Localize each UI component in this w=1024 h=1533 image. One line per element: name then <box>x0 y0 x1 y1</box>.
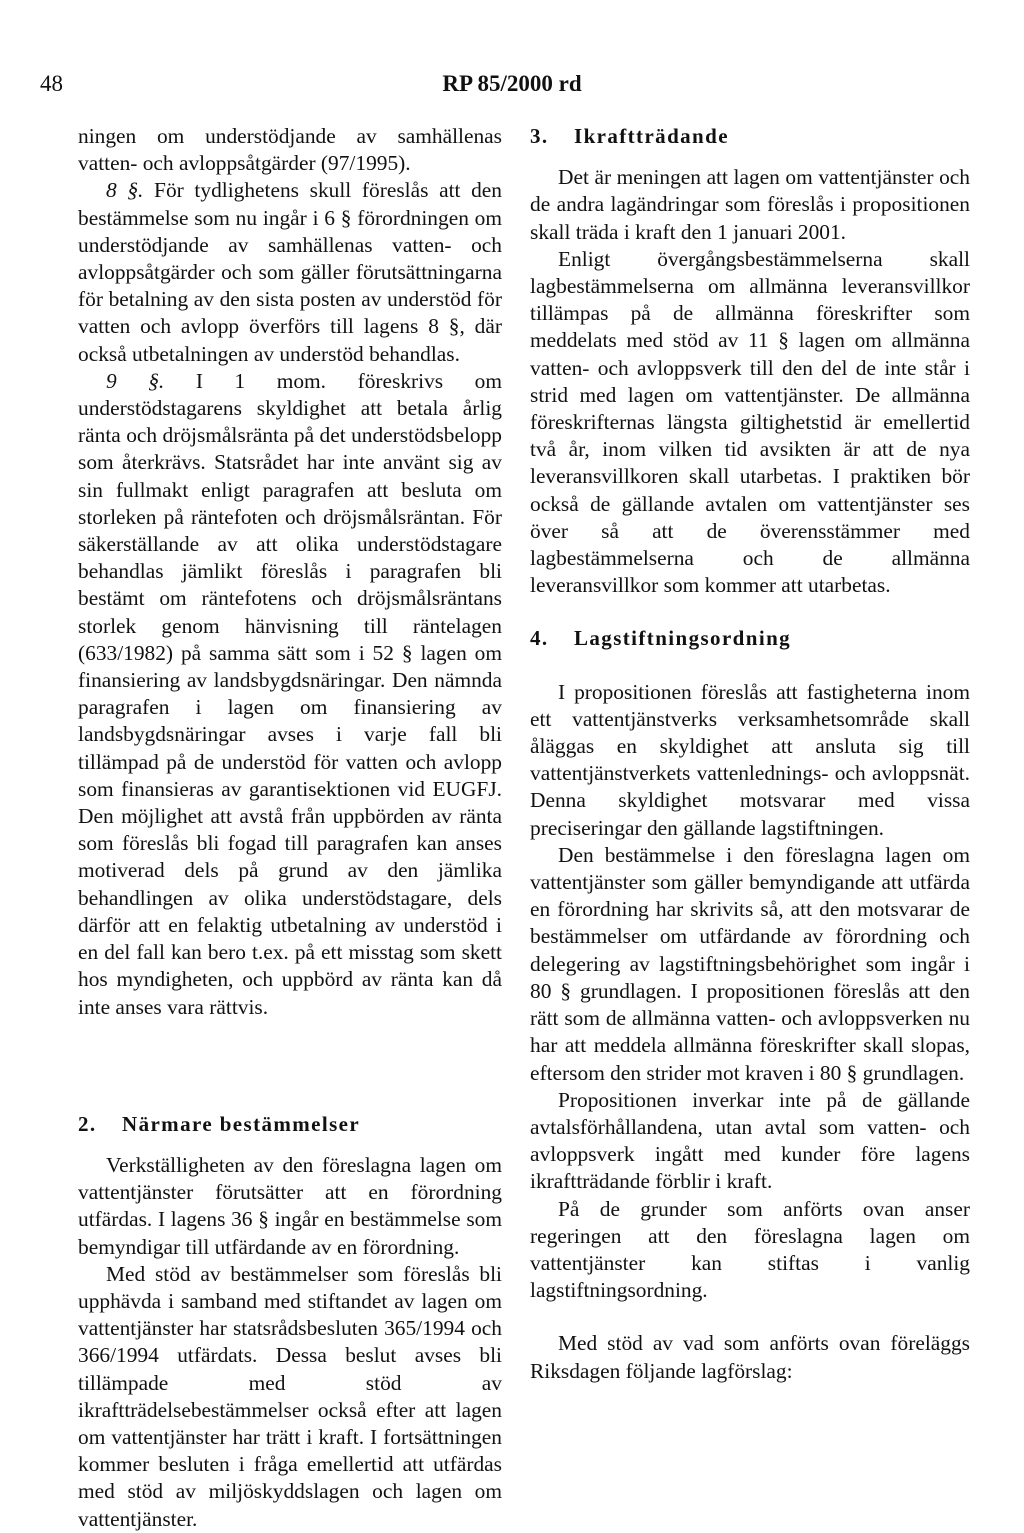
section-reference: 9 §. <box>106 368 165 393</box>
section-reference: 8 §. <box>106 178 144 203</box>
left-column <box>78 123 502 1533</box>
paragraph-9-section <box>78 368 502 1021</box>
paragraph-8-section <box>78 177 502 367</box>
paragraph: Med stöd av bestämmelser som föreslås bli upphävda i samband med stiftandet av lagen om vattentjänster har statsrådsbesluten 365/1994 och 366/1994 utfärdats. Dessa beslut avses bli tillämpade med stöd av ikraftträdelsebestämmelser också efter att lagen om vattentjänster har trätt i kraft. I fortsättningen kommer besluten i fråga emellertid att utfärdas med stöd av miljöskyddslagen och lagen om vattentjänster. <box>78 1261 502 1531</box>
section-title: Närmare bestämmelser <box>122 1111 361 1136</box>
paragraph: Det är meningen att lagen om vattentjänster och de andra lagändringar som föreslås i propositionen skall träda i kraft den 1 januari 2001. <box>530 165 970 244</box>
paragraph: På de grunder som anförts ovan anser regeringen att den föreslagna lagen om vattentjänster kan stiftas i vanlig lagstiftningsordning. <box>530 1196 970 1303</box>
paragraph: Propositionen inverkar inte på de gällande avtalsförhållandena, utan avtal som vatten- och avloppsverk ingått med kunder före lagens ikraftträdande förblir i kraft. <box>530 1087 970 1194</box>
section-title: Lagstiftningsordning <box>574 626 792 651</box>
paragraph: Den bestämmelse i den föreslagna lagen om vattentjänster som gäller bemyndigande att utfärda en förordning har skrivits så, att den motsvarar de bestämmelser om utfärdande av förordning och delegering av lagstiftningsbehörighet som ingår i 80 § grundlagen. I propositionen föreslås att den rätt som de allmänna vatten- och avloppsverken nu har att meddela allmänna föreskrifter skall slopas, eftersom den strider mot kraven i 80 § grundlagen. <box>530 842 970 1085</box>
paragraph: ningen om understödjande av samhällenas vatten- och avloppsåtgärder (97/1995). <box>78 124 502 176</box>
right-column <box>530 123 970 1385</box>
paragraph: Verkställigheten av den föreslagna lagen om vattentjänster förutsätter att en förordning utfärdas. I lagens 36 § ingår en bestämmelse som bemyndigar till utfärdande av en förordning. <box>78 1152 502 1259</box>
paragraph: Enligt övergångsbestämmelserna skall lagbestämmelserna om allmänna leveransvillkor tillämpas på de allmänna föreskrifter som meddelats med stöd av 11 § lagen om allmänna vatten- och avloppsverk till den del de inte står i strid med lagen om vattentjänster. De allmänna föreskrifternas längsta giltighetstid är emellertid två år, inom vilken tid avsikten är att de nya leveransvillkoren skall utarbetas. I praktiken bör också de gällande avtalen om vattentjänster ses över så att de överensstämmer med lagbestämmelserna och de allmänna leveransvillkor som kommer att utarbetas. <box>530 246 970 598</box>
paragraph-text: För tydlighetens skull föreslås att den bestämmelse som nu ingår i 6 § förordningen om understödjande av samhällenas vatten- och avloppsåtgärder och som gäller förutsättningarna för betalning av den sista posten av understöd för vatten och avlopp överförs till lagens 8 §, där också utbetalningen av understöd behandlas. <box>78 178 502 366</box>
section-heading-3 <box>530 123 970 150</box>
section-number: 3. <box>530 124 549 148</box>
section-number: 2. <box>78 1111 97 1136</box>
section-heading-2 <box>78 1111 502 1138</box>
paragraph: I propositionen föreslås att fastigheterna inom ett vattentjänstverks verksamhetsområde skall åläggas en skyldighet att ansluta sig till vattentjänstverkets vattenlednings- och avloppsnät. Denna skyldighet motsvarar med vissa preciseringar den gällande lagstiftningen. <box>530 679 970 840</box>
running-title: RP 85/2000 rd <box>442 71 582 96</box>
paragraph: Med stöd av vad som anförts ovan föreläggs Riksdagen följande lagförslag: <box>530 1331 970 1383</box>
section-number: 4. <box>530 626 549 651</box>
paragraph-text: I 1 mom. föreskrivs om understödstagarens skyldighet att betala årlig ränta och dröjsmålsränta på det understödsbelopp som återkrävs. Statsrådet har inte använt sig av sin fullmakt enligt paragrafen att besluta om storleken på räntefoten och dröjsmålsräntan. För säkerställande av att olika understödstagare behandlas jämlikt föreslås i paragrafen bli bestämt om räntefotens och dröjsmålsräntans storlek genom hänvisning till räntelagen (633/1982) på samma sätt som i 52 § lagen om finansiering av landsbygdsnäringar. Den nämnda paragrafen i lagen om finansiering av landsbygdsnäringar avses i varje fall bli tillämpad på de understöd för vatten och avlopp som finansieras av garantisektionen vid EUGFJ. Den möjlighet att avstå från uppbörden av ränta som föreslås bli fogad till paragrafen kan anses motiverad dels på grund av den jämlika behandlingen av olika understödstagare, dels därför att en felaktig utbetalning av understöd i en del fall kan bero t.ex. på ett misstag som skett hos myndigheten, och uppbörd av ränta kan då inte anses vara rättvis. <box>78 368 502 1019</box>
section-title: Ikraftträdande <box>574 124 729 148</box>
page-number: 48 <box>40 71 63 96</box>
section-heading-4 <box>530 625 970 652</box>
